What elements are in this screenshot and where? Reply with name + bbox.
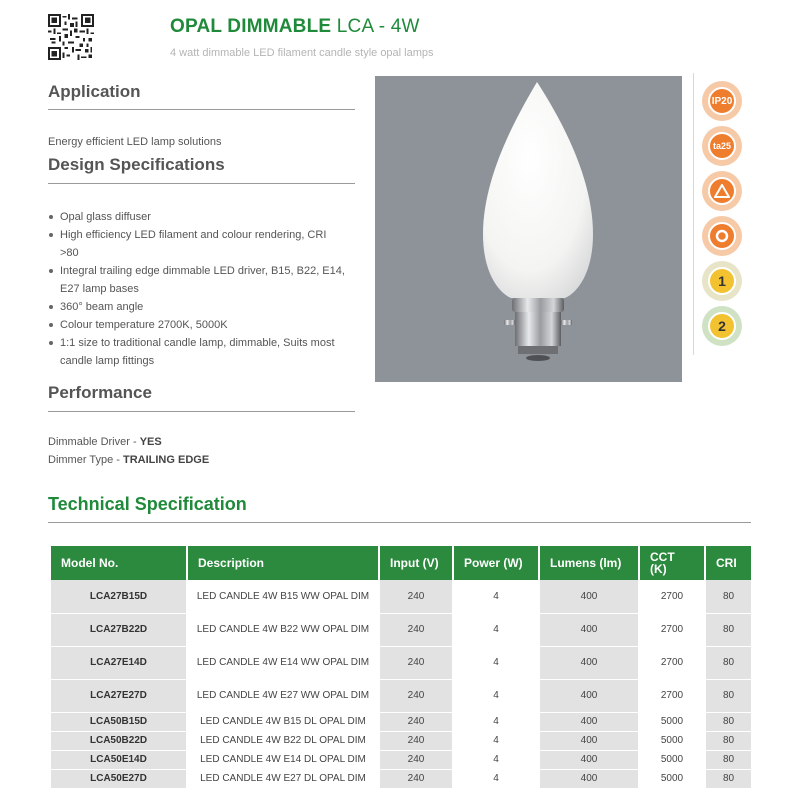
cell-cct: 5000 <box>639 731 705 750</box>
cell-cct: 5000 <box>639 750 705 769</box>
driver-label: Dimmable Driver - <box>48 436 140 448</box>
cell-cri: 80 <box>705 679 751 712</box>
application-text: Energy efficient LED lamp solutions <box>48 136 222 148</box>
col-lumens: Lumens (lm) <box>539 546 639 580</box>
triangle-mark-icon <box>702 171 742 211</box>
col-power: Power (W) <box>453 546 539 580</box>
cell-lumens: 400 <box>539 679 639 712</box>
cell-description: LED CANDLE 4W B15 DL OPAL DIM <box>187 712 379 731</box>
cell-input: 240 <box>379 731 453 750</box>
ta25-label: ta25 <box>708 132 736 160</box>
cell-lumens: 400 <box>539 731 639 750</box>
title-bold: OPAL DIMMABLE <box>170 16 332 37</box>
cell-cct: 2700 <box>639 613 705 646</box>
cell-description: LED CANDLE 4W B22 DL OPAL DIM <box>187 731 379 750</box>
cell-model: LCA50B22D <box>51 731 187 750</box>
list-item: 360° beam angle <box>48 298 348 316</box>
cell-power: 4 <box>453 769 539 788</box>
cell-cri: 80 <box>705 646 751 679</box>
ring-mark-icon <box>702 216 742 256</box>
application-divider <box>48 109 355 110</box>
warranty-1-icon <box>702 261 742 301</box>
cell-lumens: 400 <box>539 769 639 788</box>
cell-power: 4 <box>453 613 539 646</box>
application-heading: Application <box>48 82 141 101</box>
cell-input: 240 <box>379 750 453 769</box>
cell-cct: 2700 <box>639 580 705 613</box>
cell-input: 240 <box>379 769 453 788</box>
cell-description: LED CANDLE 4W E27 WW OPAL DIM <box>187 679 379 712</box>
table-row <box>51 712 751 731</box>
cell-model: LCA27E14D <box>51 646 187 679</box>
table-row <box>51 679 751 712</box>
driver-value: YES <box>139 436 162 448</box>
tech-spec-divider <box>48 522 751 523</box>
cell-power: 4 <box>453 580 539 613</box>
dimmer-value: TRAILING EDGE <box>122 454 210 466</box>
product-subtitle: 4 watt dimmable LED filament candle style opal lamps <box>170 47 434 59</box>
col-cct: CCT (K) <box>639 546 705 580</box>
qr-code <box>48 14 94 60</box>
spec-table <box>51 546 751 789</box>
cell-description: LED CANDLE 4W E27 DL OPAL DIM <box>187 769 379 788</box>
ta25-icon <box>702 126 742 166</box>
candle-lamp-illustration <box>375 76 682 382</box>
triangle-glyph <box>714 184 730 198</box>
list-item: Opal glass diffuser <box>48 208 348 226</box>
triangle-mark-inner <box>708 177 736 205</box>
warranty-2-icon <box>702 306 742 346</box>
table-row <box>51 750 751 769</box>
dimmable-driver-line <box>48 436 162 448</box>
warranty-2-label: 2 <box>708 312 736 340</box>
cell-cri: 80 <box>705 750 751 769</box>
design-bullet-list <box>48 208 348 370</box>
cell-input: 240 <box>379 712 453 731</box>
cell-input: 240 <box>379 613 453 646</box>
cell-model: LCA50E27D <box>51 769 187 788</box>
cell-cct: 2700 <box>639 679 705 712</box>
cell-cri: 80 <box>705 712 751 731</box>
performance-heading: Performance <box>48 383 152 402</box>
table-row <box>51 769 751 788</box>
cell-lumens: 400 <box>539 646 639 679</box>
cell-model: LCA50E14D <box>51 750 187 769</box>
col-input: Input (V) <box>379 546 453 580</box>
cell-cct: 2700 <box>639 646 705 679</box>
cell-model: LCA50B15D <box>51 712 187 731</box>
table-row <box>51 580 751 613</box>
cell-cri: 80 <box>705 613 751 646</box>
cell-input: 240 <box>379 580 453 613</box>
cell-power: 4 <box>453 731 539 750</box>
cell-power: 4 <box>453 750 539 769</box>
ip20-icon <box>702 81 742 121</box>
cell-power: 4 <box>453 646 539 679</box>
performance-divider <box>48 411 355 412</box>
list-item: 1:1 size to traditional candle lamp, dimmable, Suits most candle lamp fittings <box>48 334 348 370</box>
cell-description: LED CANDLE 4W B22 WW OPAL DIM <box>187 613 379 646</box>
cell-power: 4 <box>453 679 539 712</box>
list-item: Integral trailing edge dimmable LED driver, B15, B22, E14, E27 lamp bases <box>48 262 348 298</box>
cell-lumens: 400 <box>539 613 639 646</box>
table-row <box>51 613 751 646</box>
warranty-1-label: 1 <box>708 267 736 295</box>
cell-description: LED CANDLE 4W E14 DL OPAL DIM <box>187 750 379 769</box>
ring-mark-inner <box>708 222 736 250</box>
cell-input: 240 <box>379 679 453 712</box>
design-divider <box>48 183 355 184</box>
ring-glyph <box>714 228 730 244</box>
product-title <box>170 16 420 38</box>
cell-model: LCA27B15D <box>51 580 187 613</box>
col-model: Model No. <box>51 546 187 580</box>
col-description: Description <box>187 546 379 580</box>
cell-cri: 80 <box>705 580 751 613</box>
table-row <box>51 731 751 750</box>
cell-description: LED CANDLE 4W B15 WW OPAL DIM <box>187 580 379 613</box>
col-cri: CRI <box>705 546 751 580</box>
design-heading: Design Specifications <box>48 155 225 174</box>
cell-input: 240 <box>379 646 453 679</box>
cell-lumens: 400 <box>539 712 639 731</box>
cell-lumens: 400 <box>539 750 639 769</box>
dimmer-type-line <box>48 454 209 466</box>
list-item: Colour temperature 2700K, 5000K <box>48 316 348 334</box>
ip20-label: IP20 <box>708 87 736 115</box>
cell-model: LCA27E27D <box>51 679 187 712</box>
title-rest: LCA - 4W <box>331 16 420 37</box>
cell-cct: 5000 <box>639 769 705 788</box>
list-item: High efficiency LED filament and colour rendering, CRI >80 <box>48 226 348 262</box>
table-row <box>51 646 751 679</box>
cell-lumens: 400 <box>539 580 639 613</box>
cell-power: 4 <box>453 712 539 731</box>
cell-model: LCA27B22D <box>51 613 187 646</box>
cell-cri: 80 <box>705 731 751 750</box>
table-header-row <box>51 546 751 580</box>
dimmer-label: Dimmer Type - <box>48 454 123 466</box>
tech-spec-heading: Technical Specification <box>48 494 247 514</box>
product-photo <box>375 76 682 382</box>
cell-description: LED CANDLE 4W E14 WW OPAL DIM <box>187 646 379 679</box>
cell-cct: 5000 <box>639 712 705 731</box>
certification-icons <box>693 73 751 355</box>
cell-cri: 80 <box>705 769 751 788</box>
